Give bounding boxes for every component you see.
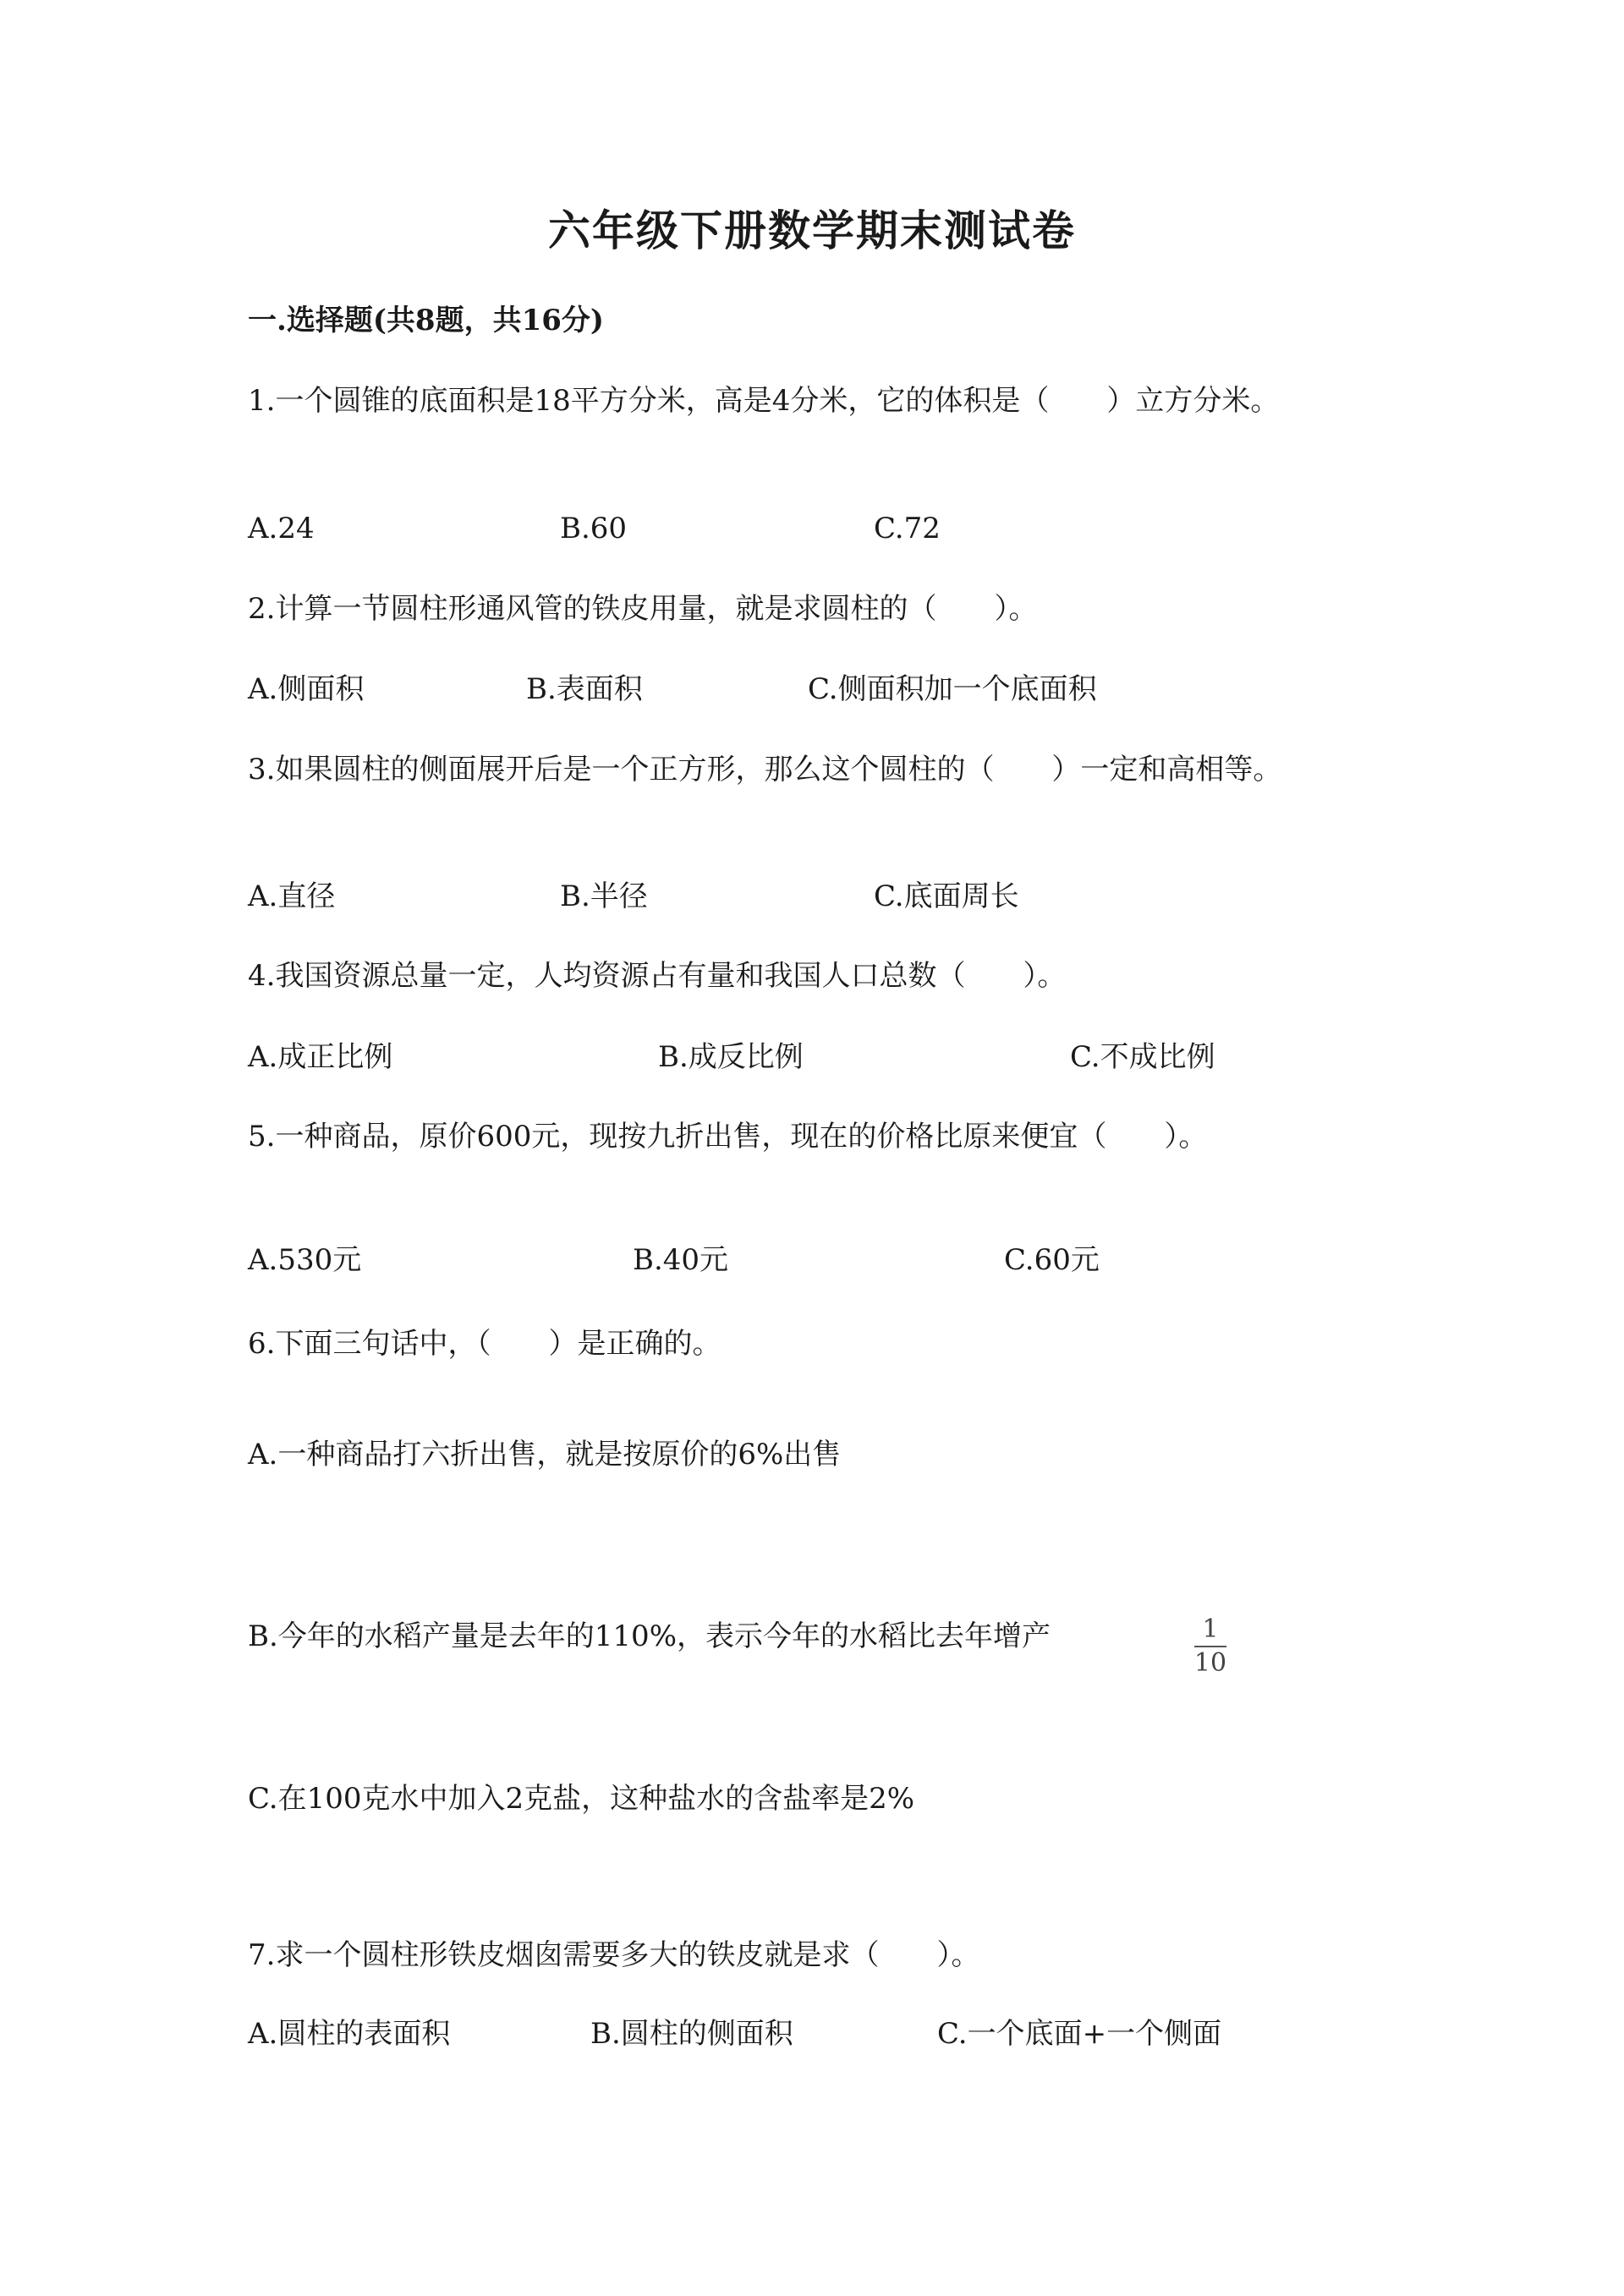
q7-option-b: B.圆柱的侧面积 (590, 2017, 793, 2051)
q2-option-a: A.侧面积 (248, 672, 365, 706)
q4-option-c: C.不成比例 (1070, 1040, 1215, 1074)
q4-option-b: B.成反比例 (658, 1040, 804, 1074)
q3-option-b: B.半径 (560, 879, 648, 913)
q2-option-c: C.侧面积加一个底面积 (808, 672, 1097, 706)
question-7: 7.求一个圆柱形铁皮烟囱需要多大的铁皮就是求（ ）。 (248, 1938, 980, 1972)
q2-option-b: B.表面积 (526, 672, 643, 706)
fraction-denominator: 10 (1193, 1648, 1227, 1678)
q7-option-c: C.一个底面+一个侧面 (937, 2017, 1222, 2051)
question-5: 5.一种商品，原价600元，现按九折出售，现在的价格比原来便宜（ ）。 (248, 1120, 1208, 1153)
fraction-one-tenth (1191, 1615, 1230, 1678)
question-4: 4.我国资源总量一定，人均资源占有量和我国人口总数（ ）。 (248, 959, 1067, 993)
question-1: 1.一个圆锥的底面积是18平方分米，高是4分米，它的体积是（ ）立方分米。 (248, 384, 1280, 418)
question-3: 3.如果圆柱的侧面展开后是一个正方形，那么这个圆柱的（ ）一定和高相等。 (248, 753, 1282, 786)
q3-option-c: C.底面周长 (874, 879, 1019, 913)
fraction-bar (1194, 1646, 1226, 1647)
q4-option-a: A.成正比例 (248, 1040, 393, 1074)
q3-option-a: A.直径 (248, 879, 336, 913)
section-heading: 一.选择题(共8题，共16分) (248, 304, 604, 337)
fraction-numerator: 1 (1202, 1614, 1219, 1644)
q7-option-a: A.圆柱的表面积 (248, 2017, 451, 2051)
q6-option-b: B.今年的水稻产量是去年的110%，表示今年的水稻比去年增产 (248, 1619, 1051, 1653)
q6-option-a: A.一种商品打六折出售，就是按原价的6%出售 (248, 1438, 842, 1471)
q5-option-b: B.40元 (633, 1243, 729, 1277)
page-title: 六年级下册数学期末测试卷 (548, 205, 1076, 255)
question-2: 2.计算一节圆柱形通风管的铁皮用量，就是求圆柱的（ ）。 (248, 592, 1038, 626)
q5-option-c: C.60元 (1004, 1243, 1100, 1277)
q1-option-a: A.24 (248, 512, 315, 545)
q1-option-c: C.72 (874, 512, 941, 545)
q5-option-a: A.530元 (248, 1243, 362, 1277)
q1-option-b: B.60 (560, 512, 628, 545)
question-6: 6.下面三句话中，（ ）是正确的。 (248, 1327, 721, 1361)
q6-option-c: C.在100克水中加入2克盐，这种盐水的含盐率是2% (248, 1782, 915, 1816)
